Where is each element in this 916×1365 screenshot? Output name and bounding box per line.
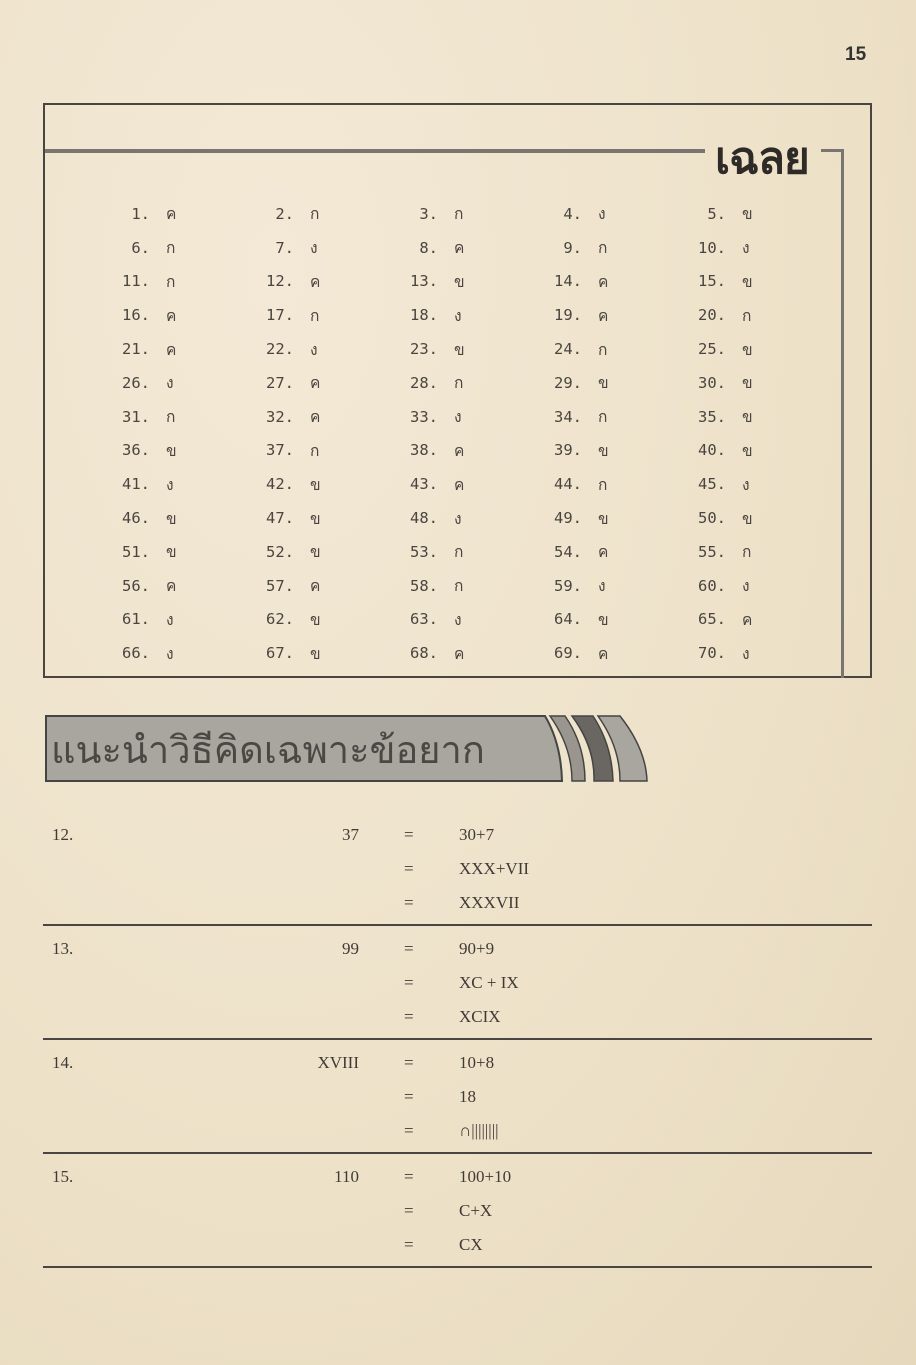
answer-item bbox=[244, 535, 388, 569]
answer-choice: ง bbox=[598, 577, 606, 596]
answer-number: 35. bbox=[698, 407, 726, 426]
answer-item bbox=[100, 636, 244, 670]
answer-choice: ค bbox=[454, 475, 465, 494]
answer-number: 66. bbox=[122, 644, 150, 663]
answer-item bbox=[100, 332, 244, 366]
answer-choice: ง bbox=[454, 408, 462, 427]
answer-number: 12. bbox=[266, 272, 294, 291]
answer-number: 11. bbox=[122, 272, 150, 291]
answer-choice: ก bbox=[598, 239, 608, 258]
answers-grid bbox=[100, 197, 820, 670]
answer-number: 27. bbox=[266, 373, 294, 392]
answer-number: 68. bbox=[410, 644, 438, 663]
title-rule bbox=[45, 149, 705, 153]
answer-item bbox=[388, 434, 532, 468]
answer-item bbox=[244, 366, 388, 400]
answer-choice: ก bbox=[598, 408, 608, 427]
answer-item bbox=[532, 400, 676, 434]
answer-number: 69. bbox=[554, 644, 582, 663]
answer-item bbox=[244, 501, 388, 535]
solution-rhs: XXXVII bbox=[459, 893, 520, 912]
solution-block bbox=[43, 812, 872, 926]
answer-number: 46. bbox=[122, 509, 150, 528]
answer-choice: ค bbox=[166, 306, 177, 325]
answer-number: 70. bbox=[698, 644, 726, 663]
answer-item bbox=[100, 231, 244, 265]
equals-sign: = bbox=[404, 1167, 414, 1186]
equals-sign: = bbox=[404, 1053, 414, 1072]
answer-item bbox=[244, 569, 388, 603]
solution-spacer bbox=[43, 914, 872, 924]
solution-number: 13. bbox=[52, 939, 74, 958]
solution-step bbox=[43, 812, 872, 846]
answer-item bbox=[676, 332, 820, 366]
tips-title: แนะนำวิธีคิดเฉพาะข้อยาก bbox=[51, 728, 485, 772]
answer-item bbox=[532, 636, 676, 670]
answer-number: 50. bbox=[698, 509, 726, 528]
answer-item bbox=[676, 636, 820, 670]
answer-number: 13. bbox=[410, 272, 438, 291]
answer-item bbox=[532, 434, 676, 468]
answer-number: 39. bbox=[554, 441, 582, 460]
answer-choice: ก bbox=[166, 408, 176, 427]
answer-choice: ข bbox=[742, 272, 753, 291]
equals-sign: = bbox=[404, 1007, 414, 1026]
answer-item bbox=[532, 231, 676, 265]
solution-rhs: C+X bbox=[459, 1201, 493, 1220]
answer-choice: ค bbox=[598, 272, 609, 291]
answer-item bbox=[532, 569, 676, 603]
answer-item bbox=[676, 535, 820, 569]
answer-choice: ค bbox=[598, 543, 609, 562]
solution-step bbox=[43, 1108, 872, 1142]
equals-sign: = bbox=[404, 1235, 414, 1254]
answer-choice: ก bbox=[454, 577, 464, 596]
answer-item bbox=[532, 501, 676, 535]
answer-choice: ง bbox=[742, 239, 750, 258]
answer-item bbox=[388, 400, 532, 434]
answer-number: 10. bbox=[698, 238, 726, 257]
equals-sign: = bbox=[404, 973, 414, 992]
solution-step bbox=[43, 1074, 872, 1108]
solution-step bbox=[43, 1188, 872, 1222]
answer-item bbox=[676, 569, 820, 603]
answer-number: 64. bbox=[554, 610, 582, 629]
solution-step bbox=[43, 1222, 872, 1256]
solution-lhs: 99 bbox=[342, 939, 359, 958]
answer-choice: ง bbox=[310, 239, 318, 258]
answer-item bbox=[244, 332, 388, 366]
answer-number: 55. bbox=[698, 542, 726, 561]
answer-item bbox=[676, 298, 820, 332]
equals-sign: = bbox=[404, 825, 414, 844]
answer-choice: ค bbox=[166, 205, 177, 224]
answer-number: 36. bbox=[122, 441, 150, 460]
solution-block bbox=[43, 1154, 872, 1268]
solution-spacer bbox=[43, 1142, 872, 1152]
solution-rhs: XC + IX bbox=[459, 973, 519, 992]
solution-rhs: 10+8 bbox=[459, 1053, 495, 1072]
answer-choice: ข bbox=[598, 509, 609, 528]
answer-choice: ข bbox=[454, 340, 465, 359]
answer-choice: ง bbox=[454, 509, 462, 528]
solution-step bbox=[43, 926, 872, 960]
answer-choice: ข bbox=[742, 509, 753, 528]
answer-number: 58. bbox=[410, 576, 438, 595]
answer-number: 57. bbox=[266, 576, 294, 595]
answer-choice: ก bbox=[454, 205, 464, 224]
answer-item bbox=[676, 603, 820, 637]
answer-item bbox=[676, 434, 820, 468]
solution-step bbox=[43, 846, 872, 880]
solution-rhs: 30+7 bbox=[459, 825, 495, 844]
answer-choice: ง bbox=[742, 577, 750, 596]
answer-choice: ข bbox=[166, 543, 177, 562]
answer-number: 30. bbox=[698, 373, 726, 392]
answer-choice: ข bbox=[742, 205, 753, 224]
answer-number: 40. bbox=[698, 441, 726, 460]
answer-choice: ก bbox=[742, 543, 752, 562]
equals-sign: = bbox=[404, 859, 414, 878]
answer-number: 18. bbox=[410, 306, 438, 325]
answer-key-box bbox=[43, 103, 872, 678]
answer-choice: ง bbox=[742, 644, 750, 663]
solution-lhs: 37 bbox=[342, 825, 359, 844]
solution-step bbox=[43, 994, 872, 1028]
answer-item bbox=[388, 501, 532, 535]
answer-number: 16. bbox=[122, 306, 150, 325]
answer-number: 65. bbox=[698, 610, 726, 629]
answer-item bbox=[388, 535, 532, 569]
answer-number: 44. bbox=[554, 475, 582, 494]
answer-item bbox=[532, 603, 676, 637]
answer-choice: ข bbox=[166, 509, 177, 528]
answer-number: 15. bbox=[698, 272, 726, 291]
answer-item bbox=[244, 197, 388, 231]
answer-item bbox=[244, 467, 388, 501]
answer-number: 52. bbox=[266, 542, 294, 561]
answer-number: 1. bbox=[131, 204, 150, 223]
answer-choice: ข bbox=[742, 340, 753, 359]
answer-choice: ก bbox=[598, 340, 608, 359]
answer-choice: ก bbox=[454, 374, 464, 393]
answer-number: 53. bbox=[410, 542, 438, 561]
solution-step bbox=[43, 960, 872, 994]
answer-item bbox=[244, 298, 388, 332]
answer-item bbox=[388, 636, 532, 670]
answer-number: 26. bbox=[122, 373, 150, 392]
answer-number: 31. bbox=[122, 407, 150, 426]
solution-step bbox=[43, 880, 872, 914]
answer-number: 17. bbox=[266, 306, 294, 325]
answer-choice: ค bbox=[166, 577, 177, 596]
answer-number: 60. bbox=[698, 576, 726, 595]
answer-choice: ก bbox=[310, 441, 320, 460]
answer-item bbox=[244, 603, 388, 637]
answer-number: 49. bbox=[554, 509, 582, 528]
answer-number: 56. bbox=[122, 576, 150, 595]
equals-sign: = bbox=[404, 1121, 414, 1140]
answer-choice: ค bbox=[742, 610, 753, 629]
answer-number: 54. bbox=[554, 542, 582, 561]
answer-choice: ค bbox=[598, 644, 609, 663]
solution-lhs: XVIII bbox=[317, 1053, 359, 1072]
answer-number: 33. bbox=[410, 407, 438, 426]
answer-item bbox=[244, 434, 388, 468]
answer-item bbox=[676, 231, 820, 265]
answer-number: 37. bbox=[266, 441, 294, 460]
answer-item bbox=[676, 400, 820, 434]
answer-item bbox=[388, 332, 532, 366]
answer-item bbox=[388, 467, 532, 501]
answer-choice: ค bbox=[454, 441, 465, 460]
answer-item bbox=[100, 467, 244, 501]
answer-number: 7. bbox=[275, 238, 294, 257]
answer-item bbox=[532, 197, 676, 231]
answer-number: 47. bbox=[266, 509, 294, 528]
answer-choice: ข bbox=[310, 509, 321, 528]
solution-rhs: ∩|||||||| bbox=[459, 1121, 499, 1140]
answer-number: 59. bbox=[554, 576, 582, 595]
answer-number: 32. bbox=[266, 407, 294, 426]
answer-item bbox=[532, 467, 676, 501]
solutions-list bbox=[43, 812, 872, 1268]
answer-item bbox=[388, 265, 532, 299]
answer-item bbox=[100, 265, 244, 299]
answer-choice: ก bbox=[166, 272, 176, 291]
answer-number: 34. bbox=[554, 407, 582, 426]
answer-number: 2. bbox=[275, 204, 294, 223]
answer-choice: ก bbox=[310, 205, 320, 224]
solution-lhs: 110 bbox=[334, 1167, 359, 1186]
answer-choice: ข bbox=[598, 374, 609, 393]
answer-key-title: เฉลย bbox=[715, 133, 809, 184]
page-number: 15 bbox=[845, 44, 867, 65]
solution-rhs: CX bbox=[459, 1235, 483, 1254]
solution-number: 14. bbox=[52, 1053, 74, 1072]
answer-item bbox=[388, 569, 532, 603]
answer-choice: ค bbox=[310, 408, 321, 427]
solution-block bbox=[43, 926, 872, 1040]
answer-choice: ค bbox=[310, 577, 321, 596]
answer-choice: ค bbox=[454, 644, 465, 663]
solution-number: 15. bbox=[52, 1167, 74, 1186]
answer-number: 67. bbox=[266, 644, 294, 663]
answer-number: 28. bbox=[410, 373, 438, 392]
answer-number: 41. bbox=[122, 475, 150, 494]
answer-item bbox=[676, 197, 820, 231]
answer-number: 23. bbox=[410, 340, 438, 359]
answer-number: 9. bbox=[563, 238, 582, 257]
answer-choice: ง bbox=[454, 306, 462, 325]
answer-number: 5. bbox=[707, 204, 726, 223]
answer-item bbox=[676, 265, 820, 299]
answer-choice: ก bbox=[598, 475, 608, 494]
solution-rhs: 18 bbox=[459, 1087, 476, 1106]
answer-choice: ข bbox=[310, 475, 321, 494]
answer-item bbox=[532, 535, 676, 569]
answer-choice: ง bbox=[598, 205, 606, 224]
solution-rhs: 90+9 bbox=[459, 939, 495, 958]
answer-item bbox=[388, 603, 532, 637]
answer-item bbox=[388, 231, 532, 265]
answer-item bbox=[388, 298, 532, 332]
answer-item bbox=[100, 603, 244, 637]
equals-sign: = bbox=[404, 939, 414, 958]
solution-block bbox=[43, 1040, 872, 1154]
inner-vertical-rule bbox=[841, 149, 844, 678]
answer-choice: ค bbox=[166, 340, 177, 359]
answer-choice: ข bbox=[166, 441, 177, 460]
answer-choice: ค bbox=[310, 272, 321, 291]
answer-choice: ข bbox=[598, 441, 609, 460]
answer-item bbox=[244, 265, 388, 299]
solution-number: 12. bbox=[52, 825, 74, 844]
answer-number: 43. bbox=[410, 475, 438, 494]
solution-step bbox=[43, 1040, 872, 1074]
answer-item bbox=[676, 467, 820, 501]
answer-choice: ข bbox=[742, 441, 753, 460]
answer-number: 3. bbox=[419, 204, 438, 223]
solution-rhs: XCIX bbox=[459, 1007, 501, 1026]
answer-choice: ก bbox=[742, 306, 752, 325]
answer-number: 19. bbox=[554, 306, 582, 325]
answer-number: 22. bbox=[266, 340, 294, 359]
answer-choice: ข bbox=[454, 272, 465, 291]
answer-item bbox=[388, 197, 532, 231]
answer-item bbox=[244, 400, 388, 434]
solution-rhs: 100+10 bbox=[459, 1167, 512, 1186]
answer-number: 42. bbox=[266, 475, 294, 494]
answer-choice: ง bbox=[166, 475, 174, 494]
answer-item bbox=[676, 501, 820, 535]
answer-choice: ค bbox=[598, 306, 609, 325]
tips-banner bbox=[45, 713, 607, 781]
answer-item bbox=[100, 569, 244, 603]
answer-item bbox=[100, 400, 244, 434]
answer-number: 4. bbox=[563, 204, 582, 223]
answer-number: 63. bbox=[410, 610, 438, 629]
answer-choice: ข bbox=[310, 644, 321, 663]
answer-choice: ก bbox=[166, 239, 176, 258]
answer-item bbox=[100, 197, 244, 231]
answer-choice: ง bbox=[166, 644, 174, 663]
answer-choice: ข bbox=[598, 610, 609, 629]
answer-choice: ง bbox=[454, 610, 462, 629]
answer-item bbox=[676, 366, 820, 400]
answer-item bbox=[532, 332, 676, 366]
answer-number: 20. bbox=[698, 306, 726, 325]
answer-number: 61. bbox=[122, 610, 150, 629]
answer-item bbox=[100, 366, 244, 400]
answer-choice: ง bbox=[742, 475, 750, 494]
answer-number: 51. bbox=[122, 542, 150, 561]
answer-choice: ข bbox=[742, 374, 753, 393]
answer-choice: ก bbox=[310, 306, 320, 325]
solution-step bbox=[43, 1154, 872, 1188]
equals-sign: = bbox=[404, 1087, 414, 1106]
title-tail-rule bbox=[821, 149, 843, 152]
answer-number: 8. bbox=[419, 238, 438, 257]
answer-item bbox=[244, 231, 388, 265]
equals-sign: = bbox=[404, 1201, 414, 1220]
answer-choice: ข bbox=[310, 610, 321, 629]
answer-number: 45. bbox=[698, 475, 726, 494]
answer-item bbox=[244, 636, 388, 670]
answer-item bbox=[100, 298, 244, 332]
answer-item bbox=[532, 366, 676, 400]
answer-number: 21. bbox=[122, 340, 150, 359]
answer-choice: ง bbox=[166, 610, 174, 629]
answer-item bbox=[100, 434, 244, 468]
answer-choice: ข bbox=[742, 408, 753, 427]
answer-number: 14. bbox=[554, 272, 582, 291]
answer-number: 38. bbox=[410, 441, 438, 460]
answer-number: 48. bbox=[410, 509, 438, 528]
answer-item bbox=[100, 501, 244, 535]
answer-number: 62. bbox=[266, 610, 294, 629]
solution-spacer bbox=[43, 1028, 872, 1038]
answer-choice: ค bbox=[310, 374, 321, 393]
answer-number: 29. bbox=[554, 373, 582, 392]
answer-number: 25. bbox=[698, 340, 726, 359]
answer-number: 24. bbox=[554, 340, 582, 359]
answer-number: 6. bbox=[131, 238, 150, 257]
answer-item bbox=[388, 366, 532, 400]
answer-choice: ง bbox=[166, 374, 174, 393]
equals-sign: = bbox=[404, 893, 414, 912]
answer-choice: ง bbox=[310, 340, 318, 359]
answer-item bbox=[100, 535, 244, 569]
answer-choice: ก bbox=[454, 543, 464, 562]
solution-rhs: XXX+VII bbox=[459, 859, 530, 878]
answer-item bbox=[532, 265, 676, 299]
answer-choice: ค bbox=[454, 239, 465, 258]
answer-item bbox=[532, 298, 676, 332]
solution-spacer bbox=[43, 1256, 872, 1266]
answer-choice: ข bbox=[310, 543, 321, 562]
